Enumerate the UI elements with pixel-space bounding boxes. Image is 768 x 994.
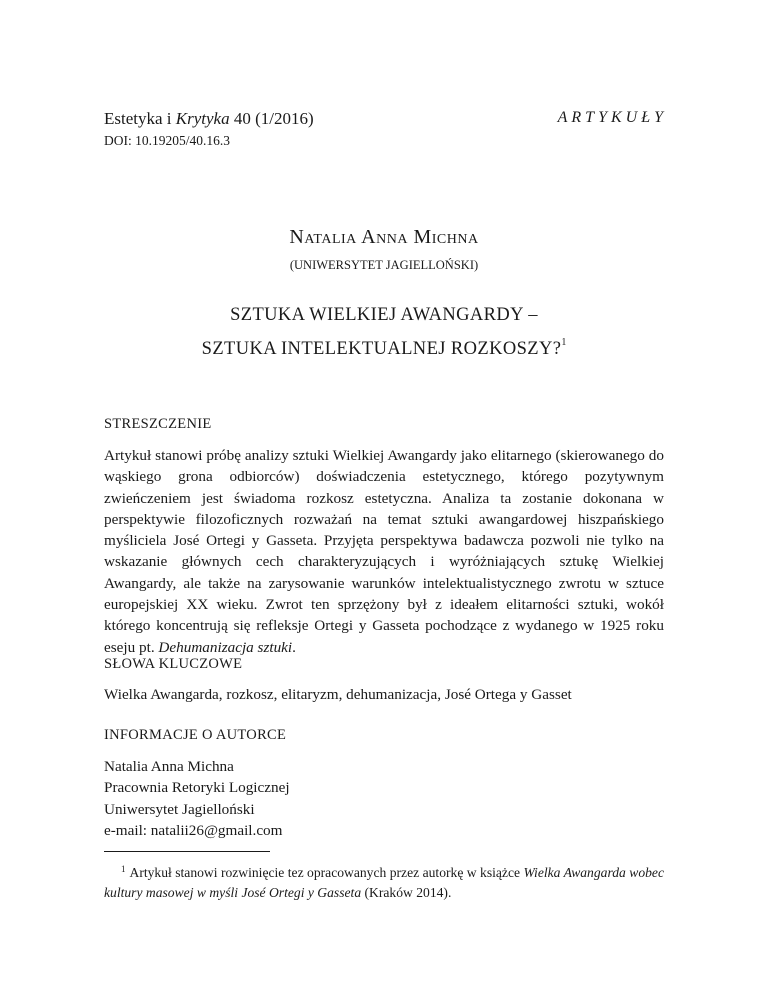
author-info-heading: INFORMACJE O AUTORCE (104, 727, 287, 743)
author-info-university: Uniwersytet Jagielloński (104, 800, 255, 818)
title-footnote-mark[interactable]: 1 (561, 337, 567, 348)
title-line-2-text: SZTUKA INTELEKTUALNEJ ROZKOSZY? (201, 339, 562, 359)
journal-header (104, 109, 314, 129)
author-info-block (104, 756, 664, 841)
author-info-unit: Pracownia Retoryki Logicznej (104, 779, 290, 797)
article-title (0, 301, 768, 363)
footnote-book-title: Wielka Awangarda wobec kultury masowej w myśli José Ortegi y Gasseta (104, 865, 664, 900)
footnote-mark: 1 (121, 864, 126, 874)
doi[interactable]: DOI: 10.19205/40.16.3 (104, 133, 230, 148)
keywords-text: Wielka Awangarda, rozkosz, elitaryzm, dehumanizacja, José Ortega y Gasset (104, 686, 572, 703)
journal-name-italic: Krytyka (175, 109, 230, 128)
author-info-email[interactable]: e-mail: natalii26@gmail.com (104, 821, 283, 839)
footnote-end: (Kraków 2014). (361, 885, 452, 900)
footnote (104, 859, 664, 903)
abstract-body (104, 445, 664, 658)
abstract-text: Artykuł stanowi próbę analizy sztuki Wielkiej Awangardy jako elitarnego (skierowanego do wąskiego grona odbiorców) doświadczenia estetycznego, którego pozytywnym zwieńczeniem jest świadoma rozkosz estetyczna. Analiza ta zostanie dokonana w perspektywie filozoficznych rozważań na temat sztuki awangardowej hiszpańskiego myśliciela José Ortegi y Gasseta. Przyjęta perspektywa badawcza pozwoli nie tylko na wskazanie głównych cech charakteryzujących i wyróżniających sztukę Wielkiej Awangardy, ale także na zarysowanie warunków intelektualistycznego zwrotu w sztuce europejskiej XX wieku. Zwrot ten sprzężony był z ideałem elitarności sztuki, wokół którego koncentrują się refleksje Ortegi y Gasseta pochodzące z wydanego w 1925 roku eseju pt. (104, 447, 664, 656)
abstract-heading: STRESZCZENIE (104, 416, 212, 432)
author-info-name: Natalia Anna Michna (104, 758, 234, 775)
keywords-heading: SŁOWA KLUCZOWE (104, 656, 243, 672)
author-name: Natalia Anna Michna (289, 226, 479, 248)
abstract-end: . (292, 638, 296, 656)
footnote-text: Artykuł stanowi rozwinięcie tez opracowanych przez autorkę w książce (129, 865, 524, 880)
abstract-italic-title: Dehumanizacja sztuki (158, 638, 293, 656)
journal-issue: 40 (1/2016) (229, 109, 314, 128)
section-label: ARTYKUŁY (557, 109, 667, 126)
footnote-divider (104, 851, 270, 852)
journal-prefix: Estetyka i (104, 109, 176, 128)
title-line-2 (0, 329, 768, 363)
title-line-1: SZTUKA WIELKIEJ AWANGARDY – (230, 305, 538, 325)
author-affiliation: (UNIWERSYTET JAGIELLOŃSKI) (289, 258, 479, 272)
